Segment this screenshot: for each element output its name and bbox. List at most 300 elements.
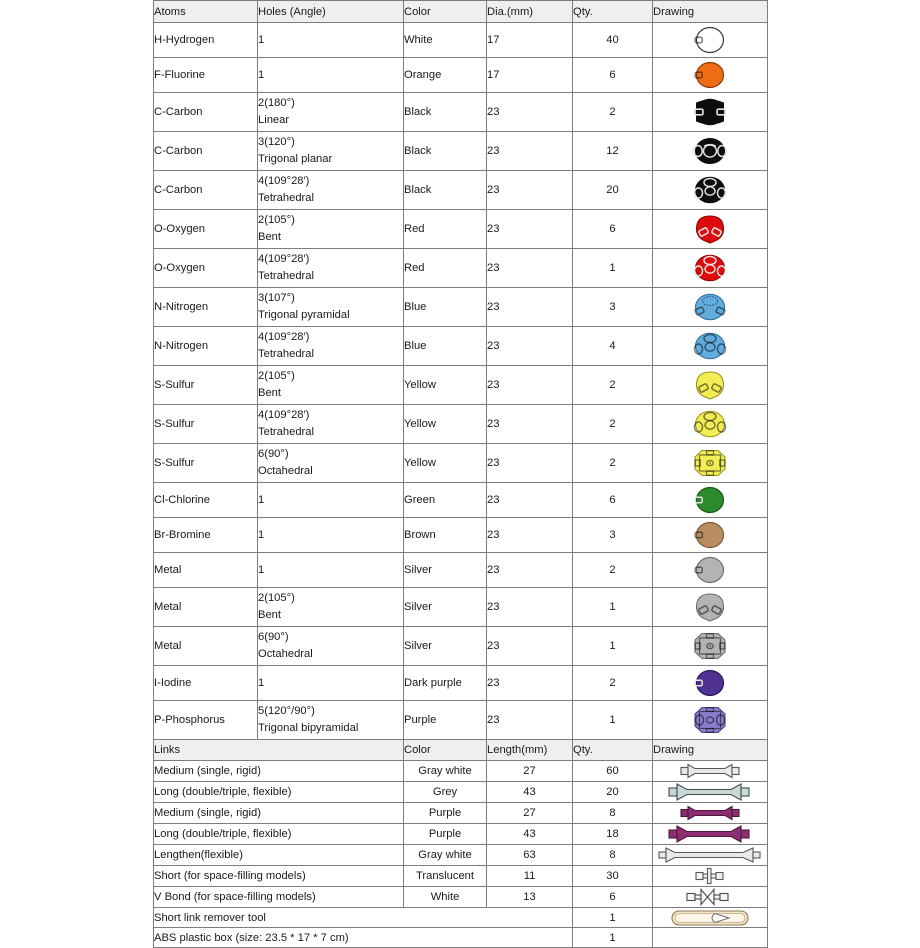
atom-drawing-cell [653, 327, 768, 366]
link-name-cell [154, 887, 404, 908]
atom-holes-line2: Bent [258, 387, 282, 399]
atom-qty-cell [573, 249, 653, 288]
atom-name: S-Sulfur [154, 457, 195, 469]
link-length-cell [487, 845, 573, 866]
atom-qty: 2 [609, 457, 616, 469]
atoms-table-header-row [154, 1, 768, 23]
atom-name-cell [154, 518, 258, 553]
link-name: V Bond (for space-filling models) [154, 891, 316, 903]
link-model-icon [653, 866, 767, 886]
link-color-cell [404, 845, 487, 866]
accessory-qty-cell [573, 908, 653, 928]
atom-holes-line2: Trigonal planar [258, 153, 333, 165]
link-model-icon [653, 782, 767, 802]
table-wrapper [153, 0, 767, 948]
atom-row [154, 518, 768, 553]
atom-color-cell [404, 132, 487, 171]
atom-dia: 23 [487, 640, 500, 652]
atom-model-icon [653, 407, 767, 441]
atom-color-cell [404, 23, 487, 58]
atom-qty-cell [573, 553, 653, 588]
atom-color: Black [404, 184, 432, 196]
atom-name-cell [154, 132, 258, 171]
atom-color-cell [404, 288, 487, 327]
accessory-icon [653, 909, 767, 927]
atom-dia: 17 [487, 34, 500, 46]
atom-model-icon [653, 95, 767, 129]
link-model-icon [653, 887, 767, 907]
atom-holes-line1: 3(107°) [258, 291, 295, 304]
atom-name-cell [154, 23, 258, 58]
atom-holes-cell [258, 701, 404, 740]
atom-holes-line1: 4(109°28′) [258, 252, 310, 265]
atom-color: Orange [404, 69, 442, 81]
header-drawing: Drawing [653, 1, 768, 23]
link-qty-cell [573, 845, 653, 866]
atom-model-icon [653, 518, 767, 552]
link-qty-cell [573, 887, 653, 908]
atom-row [154, 701, 768, 740]
atom-holes-line1: 2(105°) [258, 369, 295, 382]
atom-model-icon [653, 329, 767, 363]
atom-color: Yellow [404, 418, 436, 430]
atom-holes: 1 [258, 69, 265, 81]
link-qty-cell [573, 761, 653, 782]
atom-name-cell [154, 444, 258, 483]
atom-row [154, 171, 768, 210]
atom-color-cell [404, 210, 487, 249]
atom-holes-line2: Octahedral [258, 648, 313, 660]
header-length-mm: Length(mm) [487, 740, 573, 761]
link-name: Long (double/triple, flexible) [154, 828, 292, 840]
atom-holes-line1: 4(109°28′) [258, 408, 310, 421]
atom-holes-line2: Tetrahedral [258, 426, 314, 438]
atom-holes-cell [258, 405, 404, 444]
atom-qty: 3 [609, 301, 616, 313]
atom-dia: 23 [487, 106, 500, 118]
atom-name: O-Oxygen [154, 223, 205, 235]
atom-holes-cell [258, 518, 404, 553]
atom-qty-cell [573, 666, 653, 701]
link-drawing-cell [653, 782, 768, 803]
atom-name: Metal [154, 640, 182, 652]
atom-color-cell [404, 58, 487, 93]
atom-row [154, 666, 768, 701]
atom-qty: 12 [606, 145, 619, 157]
atom-color: Silver [404, 640, 432, 652]
atom-row [154, 23, 768, 58]
atom-qty-cell [573, 627, 653, 666]
atom-name: H-Hydrogen [154, 34, 215, 46]
atom-holes-cell [258, 210, 404, 249]
atom-holes-line2: Octahedral [258, 465, 313, 477]
atom-dia-cell [487, 405, 573, 444]
atom-qty: 2 [609, 564, 616, 576]
atom-dia-cell [487, 93, 573, 132]
atom-qty: 2 [609, 379, 616, 391]
link-name-cell [154, 761, 404, 782]
link-name: Medium (single, rigid) [154, 807, 261, 819]
atom-qty: 1 [609, 714, 616, 726]
atom-holes-line1: 5(120°/90°) [258, 704, 315, 717]
atom-name: S-Sulfur [154, 379, 195, 391]
atom-qty: 6 [609, 494, 616, 506]
atom-name: P-Phosphorus [154, 714, 225, 726]
atom-dia: 23 [487, 262, 500, 274]
atom-row [154, 93, 768, 132]
atoms-table-body [154, 23, 768, 740]
atom-dia-cell [487, 366, 573, 405]
link-length-cell [487, 866, 573, 887]
accessory-name: Short link remover tool [154, 911, 266, 924]
atom-dia-cell [487, 288, 573, 327]
atom-holes-cell [258, 553, 404, 588]
link-model-icon [653, 845, 767, 865]
atom-holes-line1: 2(105°) [258, 213, 295, 226]
link-model-icon [653, 761, 767, 781]
atom-name: F-Fluorine [154, 69, 205, 81]
accessory-qty-cell [573, 928, 653, 948]
atom-name: Cl-Chlorine [154, 494, 210, 506]
atom-holes-line1: 4(109°28′) [258, 330, 310, 343]
atom-qty-cell [573, 518, 653, 553]
header-qty: Qty. [573, 1, 653, 23]
atom-qty: 1 [609, 601, 616, 613]
atom-model-icon [653, 58, 767, 92]
atom-dia-cell [487, 483, 573, 518]
link-color: Grey [432, 786, 458, 798]
link-row [154, 782, 768, 803]
atom-qty: 2 [609, 418, 616, 430]
atom-color: Red [404, 223, 425, 235]
atom-row [154, 405, 768, 444]
atom-dia: 23 [487, 601, 500, 613]
atom-name-cell [154, 327, 258, 366]
link-row [154, 761, 768, 782]
atom-color: Black [404, 145, 432, 157]
atom-name-cell [154, 93, 258, 132]
atom-color: White [404, 34, 433, 46]
atom-holes-line2: Tetrahedral [258, 348, 314, 360]
atom-row [154, 210, 768, 249]
link-name-cell [154, 845, 404, 866]
atom-holes-line1: 2(105°) [258, 591, 295, 604]
atom-holes-cell [258, 444, 404, 483]
atom-dia-cell [487, 444, 573, 483]
link-color-cell [404, 782, 487, 803]
atoms-table [153, 0, 768, 740]
atom-model-icon [653, 173, 767, 207]
atom-holes-cell [258, 58, 404, 93]
atom-model-icon [653, 590, 767, 624]
atom-row [154, 483, 768, 518]
atom-color-cell [404, 444, 487, 483]
atom-row [154, 288, 768, 327]
atom-holes-cell [258, 588, 404, 627]
link-qty: 18 [606, 828, 619, 840]
link-length-cell [487, 761, 573, 782]
atom-qty-cell [573, 327, 653, 366]
atom-color-cell [404, 553, 487, 588]
link-row [154, 824, 768, 845]
link-color-cell [404, 887, 487, 908]
atom-dia: 23 [487, 494, 500, 506]
header-link-color: Color [404, 740, 487, 761]
atom-holes-cell [258, 23, 404, 58]
atom-qty-cell [573, 132, 653, 171]
atom-color: Silver [404, 564, 432, 576]
atom-name: Metal [154, 601, 182, 613]
link-length: 27 [523, 765, 536, 777]
atom-model-icon [653, 629, 767, 663]
atom-color-cell [404, 171, 487, 210]
atom-holes-cell [258, 366, 404, 405]
atom-color: Brown [404, 529, 436, 541]
link-length-cell [487, 782, 573, 803]
link-color: Purple [428, 807, 462, 819]
link-qty: 60 [606, 765, 619, 777]
atom-qty-cell [573, 210, 653, 249]
atom-dia: 23 [487, 184, 500, 196]
atom-drawing-cell [653, 132, 768, 171]
atom-holes-cell [258, 288, 404, 327]
atom-dia-cell [487, 132, 573, 171]
atom-holes-cell [258, 93, 404, 132]
atom-name: C-Carbon [154, 184, 203, 196]
atom-drawing-cell [653, 23, 768, 58]
link-color: Gray white [418, 765, 472, 777]
atom-holes-line2: Tetrahedral [258, 270, 314, 282]
link-name-cell [154, 824, 404, 845]
atom-name-cell [154, 405, 258, 444]
header-holes-angle: Holes (Angle) [258, 1, 404, 23]
header-color: Color [404, 1, 487, 23]
atom-color-cell [404, 588, 487, 627]
atom-holes: 1 [258, 564, 265, 576]
atom-model-icon [653, 446, 767, 480]
link-qty-cell [573, 803, 653, 824]
atom-row [154, 132, 768, 171]
atom-color: Red [404, 262, 425, 274]
atom-holes-line2: Tetrahedral [258, 192, 314, 204]
atom-dia: 23 [487, 301, 500, 313]
atom-qty: 1 [609, 640, 616, 652]
atom-row [154, 249, 768, 288]
atom-qty-cell [573, 405, 653, 444]
atom-row [154, 588, 768, 627]
atom-holes-line2: Trigonal bipyramidal [258, 722, 359, 734]
atom-model-icon [653, 553, 767, 587]
atom-dia-cell [487, 627, 573, 666]
atom-holes-line1: 4(109°28′) [258, 174, 310, 187]
accessory-drawing-cell [653, 908, 768, 928]
atom-holes-cell [258, 132, 404, 171]
atom-dia-cell [487, 553, 573, 588]
atom-color-cell [404, 701, 487, 740]
atom-qty: 40 [606, 34, 619, 46]
atom-name-cell [154, 249, 258, 288]
atom-drawing-cell [653, 666, 768, 701]
atom-qty-cell [573, 483, 653, 518]
atom-qty: 4 [609, 340, 616, 352]
atom-color: Green [404, 494, 436, 506]
links-table-body [154, 761, 768, 948]
link-row [154, 803, 768, 824]
link-length: 63 [523, 849, 536, 861]
link-name: Lengthen(flexible) [154, 849, 243, 861]
atom-dia-cell [487, 588, 573, 627]
atom-dia-cell [487, 666, 573, 701]
atom-dia-cell [487, 171, 573, 210]
link-row [154, 845, 768, 866]
link-color-cell [404, 866, 487, 887]
link-drawing-cell [653, 824, 768, 845]
atom-name: S-Sulfur [154, 418, 195, 430]
atom-color: Silver [404, 601, 432, 613]
atom-model-icon [653, 212, 767, 246]
atom-holes-line2: Linear [258, 114, 290, 126]
accessory-qty: 1 [609, 931, 616, 944]
atom-qty: 2 [609, 677, 616, 689]
accessory-row [154, 908, 768, 928]
atom-color: Blue [404, 340, 427, 352]
link-length: 43 [523, 786, 536, 798]
atom-drawing-cell [653, 405, 768, 444]
atom-holes-line2: Bent [258, 231, 282, 243]
header-link-drawing: Drawing [653, 740, 768, 761]
atom-row [154, 553, 768, 588]
atom-dia: 23 [487, 340, 500, 352]
atom-drawing-cell [653, 627, 768, 666]
atom-drawing-cell [653, 701, 768, 740]
atom-holes-cell [258, 249, 404, 288]
atom-name-cell [154, 627, 258, 666]
atom-color-cell [404, 518, 487, 553]
atom-model-icon [653, 251, 767, 285]
atom-name: Br-Bromine [154, 529, 211, 541]
atom-model-icon [653, 666, 767, 700]
atom-qty-cell [573, 701, 653, 740]
link-length: 27 [523, 807, 536, 819]
atom-dia-cell [487, 23, 573, 58]
header-dia-mm: Dia.(mm) [487, 1, 573, 23]
atom-holes-line1: 6(90°) [258, 630, 289, 643]
link-color-cell [404, 824, 487, 845]
atom-name-cell [154, 58, 258, 93]
link-name: Medium (single, rigid) [154, 765, 261, 777]
link-model-icon [653, 803, 767, 823]
atom-qty: 20 [606, 184, 619, 196]
atom-holes-cell [258, 483, 404, 518]
link-drawing-cell [653, 845, 768, 866]
link-length-cell [487, 824, 573, 845]
header-link-qty: Qty. [573, 740, 653, 761]
link-row [154, 866, 768, 887]
atom-dia: 23 [487, 223, 500, 235]
header-links: Links [154, 740, 404, 761]
atom-qty-cell [573, 588, 653, 627]
link-qty-cell [573, 824, 653, 845]
atom-dia-cell [487, 701, 573, 740]
atom-qty: 3 [609, 529, 616, 541]
atom-holes-line2: Bent [258, 609, 282, 621]
link-qty: 30 [606, 870, 619, 882]
atom-qty: 6 [609, 69, 616, 81]
atom-drawing-cell [653, 210, 768, 249]
atom-model-icon [653, 290, 767, 324]
link-length: 11 [523, 870, 536, 882]
link-name: Short (for space-filling models) [154, 870, 306, 882]
link-name: Long (double/triple, flexible) [154, 786, 292, 798]
atom-name-cell [154, 210, 258, 249]
link-color-cell [404, 803, 487, 824]
link-length: 43 [523, 828, 536, 840]
link-drawing-cell [653, 761, 768, 782]
atom-holes-cell [258, 666, 404, 701]
link-qty: 6 [609, 891, 616, 903]
link-model-icon [653, 824, 767, 844]
link-qty: 20 [606, 786, 619, 798]
accessory-name: ABS plastic box (size: 23.5 * 17 * 7 cm) [154, 931, 349, 944]
atom-holes: 1 [258, 494, 265, 506]
atom-color-cell [404, 483, 487, 518]
accessory-name-cell [154, 908, 573, 928]
link-color: White [430, 891, 460, 903]
links-table [153, 739, 768, 948]
atom-qty: 2 [609, 106, 616, 118]
atom-dia: 23 [487, 714, 500, 726]
atom-qty: 1 [609, 262, 616, 274]
atom-name-cell [154, 553, 258, 588]
link-length-cell [487, 887, 573, 908]
atom-name-cell [154, 483, 258, 518]
atom-row [154, 327, 768, 366]
atom-holes-cell [258, 627, 404, 666]
atom-dia: 23 [487, 145, 500, 157]
atom-name-cell [154, 171, 258, 210]
atom-holes-line2: Trigonal pyramidal [258, 309, 350, 321]
atom-name: N-Nitrogen [154, 301, 209, 313]
atom-holes-cell [258, 327, 404, 366]
atom-drawing-cell [653, 171, 768, 210]
link-qty-cell [573, 782, 653, 803]
atom-model-icon [653, 23, 767, 57]
atom-name-cell [154, 288, 258, 327]
atom-row [154, 444, 768, 483]
atom-qty-cell [573, 171, 653, 210]
link-qty: 8 [609, 807, 616, 819]
atom-dia-cell [487, 327, 573, 366]
accessory-qty: 1 [609, 911, 616, 924]
atom-name-cell [154, 666, 258, 701]
atom-color-cell [404, 366, 487, 405]
atom-color-cell [404, 666, 487, 701]
atom-row [154, 366, 768, 405]
header-atoms: Atoms [154, 1, 258, 23]
atom-model-icon [653, 368, 767, 402]
atom-qty-cell [573, 23, 653, 58]
atom-model-icon [653, 703, 767, 737]
atom-name: Metal [154, 564, 182, 576]
atom-color: Yellow [404, 379, 436, 391]
atom-holes: 1 [258, 677, 265, 689]
atom-qty-cell [573, 366, 653, 405]
atom-row [154, 627, 768, 666]
link-qty: 8 [609, 849, 616, 861]
atom-qty-cell [573, 93, 653, 132]
atom-drawing-cell [653, 366, 768, 405]
link-color-cell [404, 761, 487, 782]
